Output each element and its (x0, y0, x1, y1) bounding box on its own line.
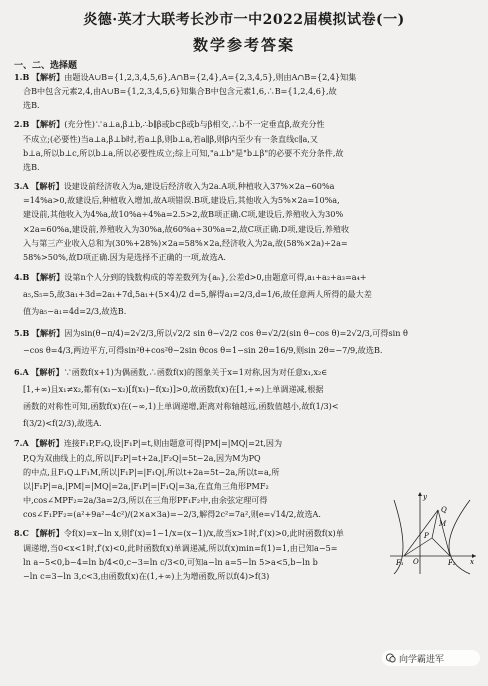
answer-line (14, 132, 480, 146)
answer-text: 值为a₅−a₁=4d=2/3,故选B. (23, 306, 127, 317)
analysis-tag: 【解析】 (31, 272, 65, 283)
label-p: P (424, 532, 429, 540)
answer-text: b⊥a,所以b⊥c,所以b⊥a,所以必要性成立;综上可知,"a⊥b"是"b⊥β"的必要不充分条件,故 (23, 147, 344, 158)
answer-line (14, 479, 394, 493)
answer-line (14, 465, 394, 479)
answer-text: (充分性)∵a⊥a,β⊥b,∴b∥β或b⊂β或b与β相交,∴b不一定垂直β,故充分性 (64, 119, 325, 130)
answer-line (14, 179, 480, 193)
question-number: 8. (14, 528, 23, 539)
answer-line (14, 303, 480, 320)
answer-line (14, 493, 394, 507)
label-y: y (423, 493, 427, 501)
answer-text: 58%>50%,故D项正确.因为是选择不正确的一项,故选A. (23, 252, 226, 263)
answer-text: 合B中包含元素2,4,由A∪B={1,2,3,4,5,6}知集合B中包含元素1,6,∴B={1,2,4,6},故 (23, 86, 337, 97)
hyperbola-diagram (388, 490, 478, 576)
answer-choice: B (22, 327, 30, 338)
question-number: 7. (14, 438, 23, 449)
answer-text: 设建设前经济收入为a,建设后经济收入为2a.A项,种植收入37%×2a−60%a (63, 181, 335, 192)
analysis-tag: 【解析】 (31, 366, 64, 377)
answer-text: 由题设A∪B={1,2,3,4,5,6},A∩B={2,4},A={2,3,4,5},则由A∩B={2,4}知集 (64, 72, 357, 82)
answer-line (14, 146, 480, 160)
answer-choice: B (22, 272, 30, 283)
answer-line (14, 507, 394, 521)
answer-text: −ln c=3−ln 3,c<3,由函数f(x)在(1,+∞)上为增函数,所以f(4)>f(3) (23, 571, 270, 582)
answer-text: f(3/2)<f(2/3),故选A. (23, 417, 102, 428)
answer-item (14, 117, 480, 174)
answer-line (14, 342, 480, 359)
answer-text: a₅,S₅=5,故3a₁+3d=2a₁+7d,5a₁+(5×4)/2 d=5,解得a₁=2/3,d=1/6,故任意两人所得的最大差 (23, 289, 372, 300)
watermark-badge (382, 650, 480, 666)
answer-text: ∵函数f(x+1)为偶函数,∴函数f(x)的图象关于x=1对称,因为对任意x₁,x₂∈ (63, 366, 328, 377)
answer-text: 因为sin(θ−π/4)=2√2/3,所以√2/2 sin θ−√2/2 cos θ=√2/2(sin θ−cos θ)=2√2/3,可得sin θ (64, 327, 408, 338)
answer-text: 入与第三产业收入总和为(30%+28%)×2a=58%×2a,经济收入为2a,故(58%×2a)÷2a= (23, 237, 348, 248)
question-number: 1. (14, 72, 23, 82)
label-q: Q (441, 506, 447, 514)
page-subtitle: 数学参考答案 (192, 36, 295, 54)
answer-text: 以|F₁P|=a,|PM|=|MQ|=2a,|F₁P|=|F₁Q|=3a,在直角三角形PMF₂ (23, 481, 269, 492)
wechat-icon (386, 653, 396, 663)
answer-line (14, 222, 480, 236)
analysis-tag: 【解析】 (31, 438, 64, 449)
answer-item (14, 436, 394, 521)
line-f1-p (404, 538, 432, 556)
answer-line (14, 436, 394, 450)
analysis-tag: 【解析】 (31, 327, 65, 338)
answer-text: 选B. (23, 100, 40, 111)
answer-line (14, 160, 480, 174)
label-m: M (439, 520, 447, 528)
answer-text: ln a−5<0,b−4=ln b/4<0,c−3=ln c/3<0,可知a−ln a=5−ln 5>a<5,b−ln b (23, 556, 318, 567)
answer-text: 设第n个人分到的钱数构成的等差数列为{aₙ},公差d>0,由题意可得,a₁+a₂+a₃=a₄+ (64, 272, 367, 283)
answer-text: 的中点,且F₁Q⊥F₁M,所以|F₁P|=|F₁Q|,所以t+2a=5t−2a,所以t=a,所 (23, 466, 280, 477)
question-number: 5. (14, 327, 23, 338)
analysis-tag: 【解析】 (31, 528, 64, 539)
answer-line (14, 364, 480, 381)
line-f2-q (438, 510, 450, 556)
answer-line (14, 98, 480, 112)
page-title: 炎德·英才大联考长沙市一中2022届模拟试卷(一) (83, 12, 405, 28)
question-number: 6. (14, 366, 23, 377)
answer-text: 不成立;(必要性)当a⊥a,β⊥b时,若a⊥β,则b⊥a,若a∥β,则β内至少有一条直线c∥a,又 (23, 133, 318, 144)
label-f1: F₁ (396, 559, 404, 567)
y-axis-arrow (418, 492, 422, 496)
answer-text: cos∠F₁PF₂=(a²+9a²−4c²)/(2×a×3a)=−2/3,解得2c²=7a²,则e=√14/2,故选A. (23, 509, 321, 520)
label-x: x (470, 558, 474, 566)
answer-item (14, 70, 480, 113)
answer-line (14, 84, 480, 98)
answer-choice: A (22, 366, 29, 377)
answer-text: 函数的对称性可知,函数f(x)在(−∞,1)上单调递增,距离对称轴越远,函数值越小,故f(1/3)< (23, 400, 339, 411)
answer-line (14, 286, 480, 303)
section-heading: 一、二、选择题 (14, 61, 78, 71)
analysis-tag: 【解析】 (31, 119, 65, 130)
answer-text: 连接F₁P,F₂Q,设|F₁P|=t,则由题意可得|PM|=|MQ|=2t,因为 (63, 438, 283, 449)
answer-choice: A (22, 181, 29, 192)
question-number: 3. (14, 181, 23, 192)
answer-text: 令f(x)=x−ln x,则f′(x)=1−1/x=(x−1)/x,故当x>1时,f′(x)>0,此时函数f(x)单 (63, 528, 344, 539)
answer-choice: C (22, 528, 29, 539)
answer-text: 建设前,其他收入为4%a,故10%a÷4%a=2.5>2,故B项正确.C项,建设后,养殖收入为30% (23, 209, 344, 220)
analysis-tag: 【解析】 (31, 181, 64, 192)
answer-line (14, 398, 480, 415)
analysis-tag: 【解析】 (31, 72, 65, 82)
answer-line (14, 236, 480, 250)
watermark-text: 向学霸进军 (399, 654, 445, 665)
label-o: O (413, 558, 419, 566)
answer-text: 选B. (23, 162, 40, 173)
answer-line (14, 193, 480, 207)
answer-line (14, 269, 480, 286)
answer-choice: B (22, 72, 30, 82)
answer-item (14, 269, 480, 320)
answer-item (14, 364, 480, 432)
answer-text: P,Q为双曲线上的点,所以|F₂P|=t+2a,|F₂Q|=5t−2a,因为M为PQ (23, 452, 261, 463)
question-number: 2. (14, 119, 23, 130)
label-f2: F₂ (448, 559, 456, 567)
answer-line (14, 415, 480, 432)
answer-line (14, 325, 480, 342)
answer-line (14, 250, 480, 264)
answer-choice: A (22, 438, 29, 449)
answer-line (14, 70, 480, 84)
answer-item (14, 179, 480, 264)
answer-choice: B (22, 119, 30, 130)
answer-line (14, 381, 480, 398)
answer-text: 调递增,当0<x<1时,f′(x)<0,此时函数f(x)单调递减,所以f(x)min=f(1)=1,由已知a−5= (23, 542, 338, 553)
answer-line (14, 117, 480, 131)
question-number: 4. (14, 272, 23, 283)
answer-line (14, 451, 394, 465)
answer-item (14, 325, 480, 359)
answer-text: =14%a>0,故建设后,种植收入增加,故A项错误.B项,建设后,其他收入为5%×2a=10%a, (23, 195, 340, 206)
answer-text: 中,cos∠MPF₂=2a/3a=2/3,所以在三角形PF₁F₂中,由余弦定理可得 (23, 495, 268, 506)
answer-text: ×2a=60%a,建设前,养殖收入为30%a,故60%a÷30%a=2,故C项正确.D项,建设后,养殖收 (23, 223, 350, 234)
answer-line (14, 207, 480, 221)
answer-text: [1,+∞)且x₁≠x₂,都有(x₁−x₂)[f(x₁)−f(x₂)]>0,故函数f(x)在[1,+∞)上单调递减,根据 (23, 383, 324, 394)
answer-text: −cos θ=4/3,两边平方,可得sin²θ+cos²θ−2sin θcos θ=1−sin 2θ=16/9,则sin 2θ=−7/9,故选B. (23, 344, 383, 355)
